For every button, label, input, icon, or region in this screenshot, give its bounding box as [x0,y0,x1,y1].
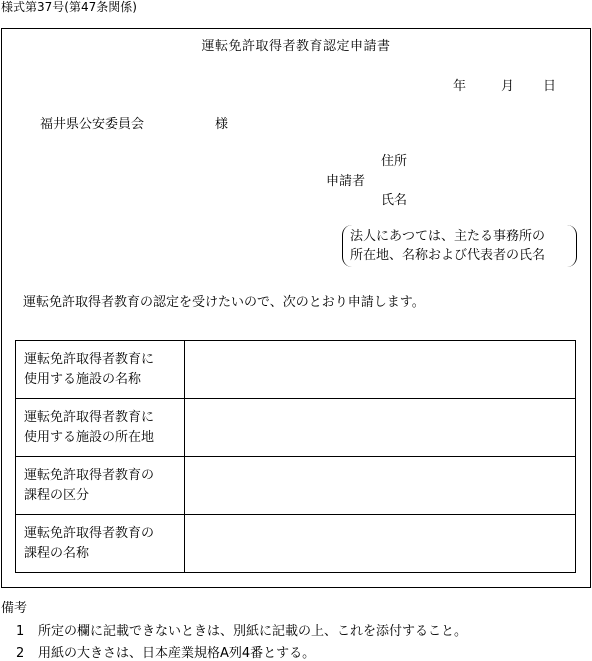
course-category-field[interactable] [185,457,576,515]
table-row [16,457,576,515]
row-label [16,515,185,573]
note-number: 1 [16,624,25,639]
corporation-note-line: 所在地、名称および代表者の氏名 [350,248,546,263]
row-label-line: 運転免許取得者教育に [24,409,155,425]
note-text: 用紙の大きさは、日本産業規格A列4番とする。 [38,646,316,661]
row-label-line: 運転免許取得者教育の [24,525,155,541]
name-label: 氏名 [381,193,408,208]
addressee-name: 福井県公安委員会 [40,117,145,132]
note-item [16,625,467,638]
facility-location-field[interactable] [185,399,576,457]
row-label-line: 運転免許取得者教育の [24,467,155,483]
row-label-line: 使用する施設の所在地 [24,429,155,445]
date-year-label: 年 [453,79,467,94]
addressee-suffix: 様 [215,117,229,132]
form-number-label: 様式第37号(第47条関係) [1,0,137,14]
notes-heading: 備考 [1,601,28,616]
facility-name-field[interactable] [185,341,576,399]
row-label [16,399,185,457]
application-table [15,340,576,573]
row-label-line: 課程の名称 [24,545,90,561]
date-day-label: 日 [543,79,557,94]
row-label-line: 課程の区分 [24,487,90,503]
address-label: 住所 [381,154,408,169]
row-label [16,457,185,515]
row-label-line: 使用する施設の名称 [24,371,142,387]
row-label-line: 運転免許取得者教育に [24,351,155,367]
application-statement: 運転免許取得者教育の認定を受けたいので、次のとおり申請します。 [23,295,425,310]
note-item [16,647,315,660]
document-title: 運転免許取得者教育認定申請書 [201,39,391,54]
table-row [16,341,576,399]
applicant-label: 申請者 [326,174,366,189]
row-label [16,341,185,399]
table-row [16,515,576,573]
note-text: 所定の欄に記載できないときは、別紙に記載の上、これを添付すること。 [38,624,468,639]
note-number: 2 [16,646,25,661]
course-name-field[interactable] [185,515,576,573]
table-row [16,399,576,457]
date-month-label: 月 [501,79,515,94]
corporation-note-line: 法人にあつては、主たる事務所の [350,229,546,244]
